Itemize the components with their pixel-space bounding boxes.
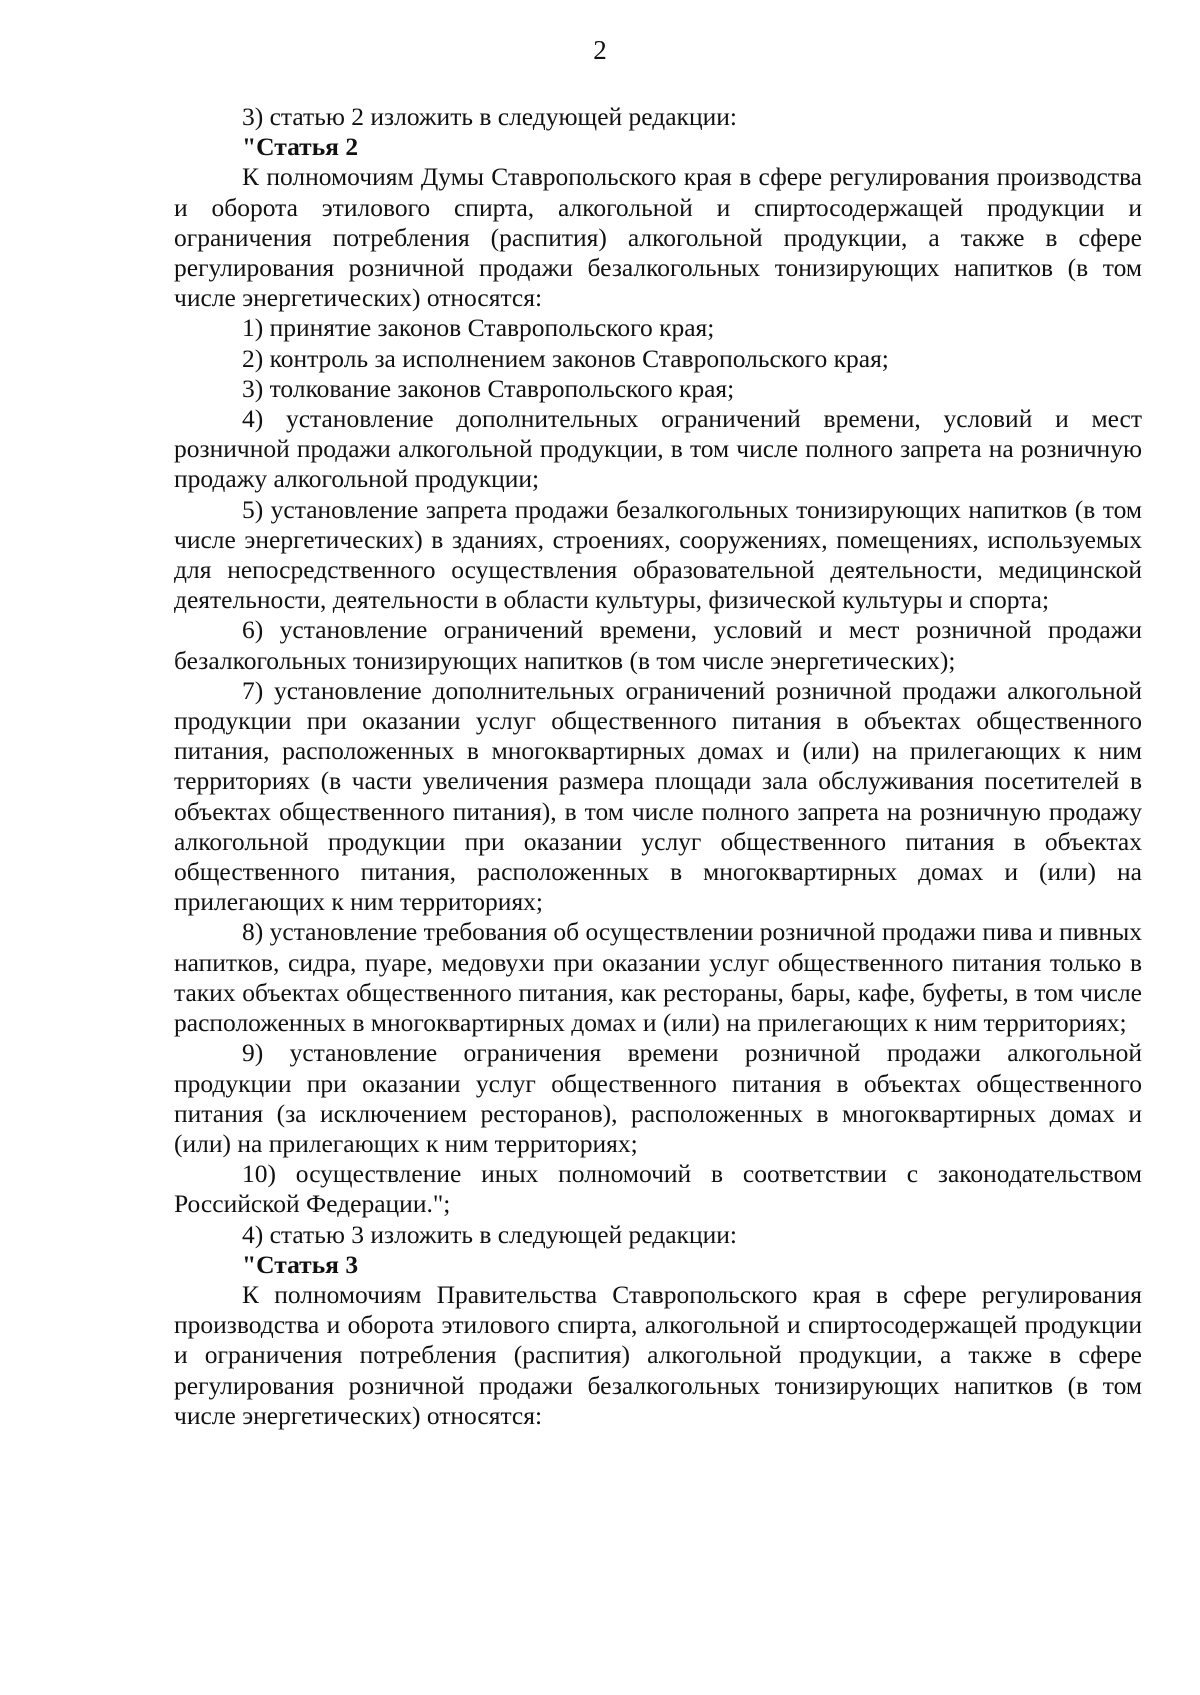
paragraph-amend-article-3: 4) статью 3 изложить в следующей редакции: bbox=[242, 1219, 737, 1249]
list-item: 10) осуществление иных полномочий в соответствии с законодательством Российской Федерации."; bbox=[174, 1159, 1142, 1219]
list-item: 1) принятие законов Ставропольского края; bbox=[242, 313, 715, 343]
page-number: 2 bbox=[593, 35, 607, 65]
article-3-heading: "Статья 3 bbox=[242, 1249, 359, 1279]
list-item: 4) установление дополнительных ограничений времени, условий и мест розничной продажи алкогольной продукции, в том числе полного запрета на розничную продажу алкогольной продукции; bbox=[174, 404, 1142, 494]
list-item: 5) установление запрета продажи безалкогольных тонизирующих напитков (в том числе энергетических) в зданиях, строениях, сооружениях, помещениях, используемых для непосредственного осуществления образовательной деятельности, медицинской деятельности, деятельности в области культуры, физической культуры и спорта; bbox=[174, 494, 1142, 615]
paragraph-amend-article-2: 3) статью 2 изложить в следующей редакции: bbox=[242, 102, 737, 131]
article-3-intro: К полномочиям Правительства Ставропольского края в сфере регулирования производства и оборота этилового спирта, алкогольной и спиртосодержащей продукции и ограничения потребления (распития) алкогольной продукции, а также в сфере регулирования розничной продажи безалкогольных тонизирующих напитков (в том числе энергетических) относятся: bbox=[174, 1279, 1142, 1430]
list-item: 6) установление ограничений времени, условий и мест розничной продажи безалкогольных тонизирующих напитков (в том числе энергетических); bbox=[174, 615, 1142, 675]
list-item: 8) установление требования об осуществлении розничной продажи пива и пивных напитков, сидра, пуаре, медовухи при оказании услуг общественного питания только в таких объектах общественного питания, как рестораны, бары, кафе, буфеты, в том числе расположенных в многоквартирных домах и (или) на прилегающих к ним территориях; bbox=[174, 917, 1142, 1038]
list-item: 7) установление дополнительных ограничений розничной продажи алкогольной продукции при оказании услуг общественного питания в объектах общественного питания, расположенных в многоквартирных домах и (или) на прилегающих к ним территориях (в части увеличения размера площади зала обслуживания посетителей в объектах общественного питания), в том числе полного запрета на розничную продажу алкогольной продукции при оказании услуг общественного питания в объектах общественного питания, расположенных в многоквартирных домах и (или) на прилегающих к ним территориях; bbox=[174, 675, 1142, 917]
document-body bbox=[174, 102, 1142, 1431]
article-2-intro: К полномочиям Думы Ставропольского края в сфере регулирования производства и оборота этилового спирта, алкогольной и спиртосодержащей продукции и ограничения потребления (распития) алкогольной продукции, а также в сфере регулирования розничной продажи безалкогольных тонизирующих напитков (в том числе энергетических) относятся: bbox=[174, 162, 1142, 313]
list-item: 9) установление ограничения времени розничной продажи алкогольной продукции при оказании услуг общественного питания в объектах общественного питания (за исключением ресторанов), расположенных в многоквартирных домах и (или) на прилегающих к ним территориях; bbox=[174, 1038, 1142, 1158]
article-2-heading: "Статья 2 bbox=[242, 132, 359, 162]
list-item: 3) толкование законов Ставропольского края; bbox=[242, 373, 735, 403]
list-item: 2) контроль за исполнением законов Ставропольского края; bbox=[242, 343, 889, 373]
